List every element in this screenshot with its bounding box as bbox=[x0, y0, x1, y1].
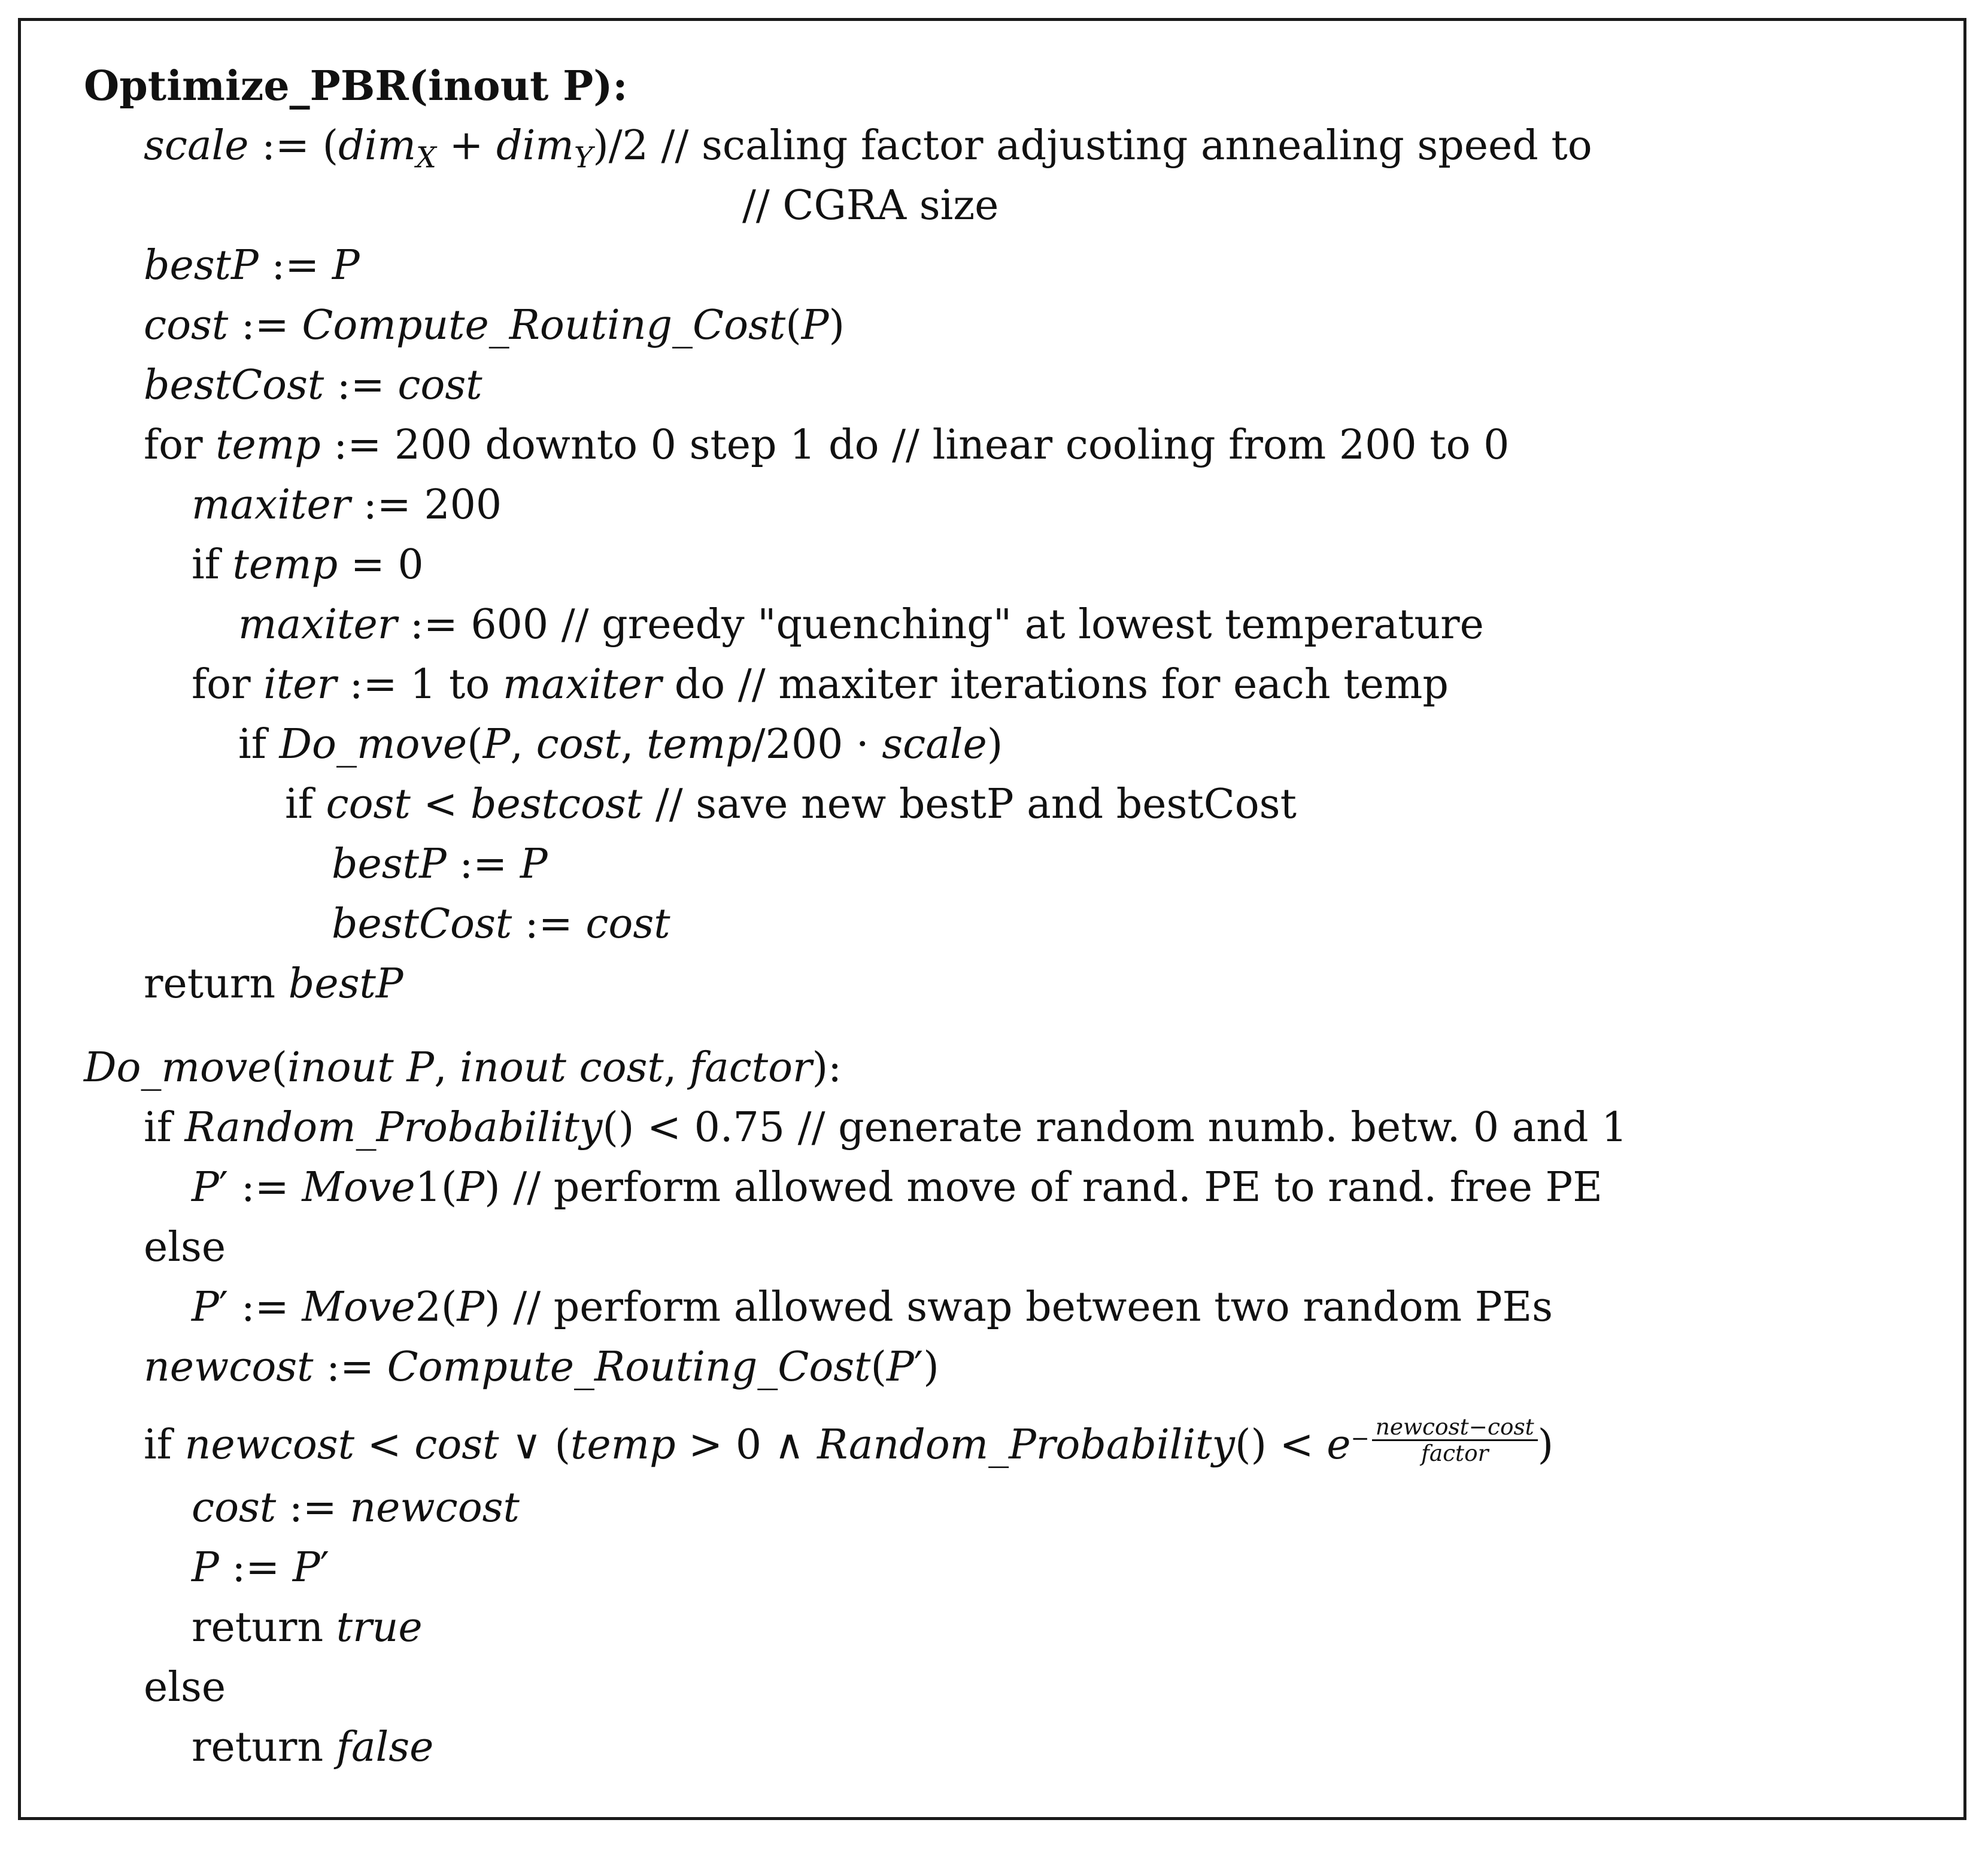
algo-token: ′ bbox=[913, 1343, 924, 1391]
algo-token: P bbox=[192, 1544, 219, 1591]
algo-token: P bbox=[332, 242, 360, 289]
fraction-denominator: factor bbox=[1421, 1440, 1489, 1467]
algo-token: Compute_Routing_Cost bbox=[387, 1343, 871, 1391]
algo-token: Compute_Routing_Cost bbox=[302, 302, 786, 349]
algo-token: do // maxiter iterations for each temp bbox=[661, 661, 1449, 708]
algo-token: bestP bbox=[288, 960, 403, 1008]
algo-line-l07 bbox=[144, 421, 1510, 469]
algo-token: P bbox=[520, 841, 548, 888]
algo-token: dim bbox=[496, 122, 574, 169]
algo-line-l15 bbox=[332, 900, 670, 948]
fraction-numerator: newcost−cost bbox=[1372, 1416, 1538, 1441]
algo-line-l10 bbox=[238, 601, 1484, 648]
algo-line-l13 bbox=[285, 781, 1297, 828]
algo-token: // save new bestP and bestCost bbox=[642, 781, 1297, 828]
algo-token: := 1 to bbox=[336, 661, 503, 708]
algo-token: )/2 // scaling factor adjusting annealing speed to bbox=[593, 122, 1592, 169]
algo-token: temp bbox=[570, 1421, 676, 1469]
algo-token: 2( bbox=[415, 1284, 457, 1331]
algo-token: Do_move bbox=[279, 721, 468, 768]
algo-token: if bbox=[144, 1421, 185, 1469]
algo-token: scale bbox=[144, 122, 249, 169]
algo-line-l25 bbox=[192, 1544, 330, 1591]
algo-token: maxiter bbox=[502, 661, 662, 708]
algo-token: iter bbox=[263, 661, 337, 708]
algo-token: ( bbox=[271, 1044, 288, 1091]
algo-token: := ( bbox=[248, 122, 339, 169]
algo-line-l21 bbox=[192, 1284, 1553, 1331]
algo-token: P bbox=[292, 1544, 320, 1591]
algo-token: ′ bbox=[320, 1544, 330, 1591]
algo-token: for bbox=[144, 421, 216, 469]
algo-token: = 0 bbox=[338, 541, 424, 589]
algo-token: ( bbox=[467, 721, 483, 768]
algo-token: () < bbox=[1234, 1421, 1327, 1469]
algo-line-l02 bbox=[144, 122, 1592, 175]
algo-token: e bbox=[1327, 1421, 1351, 1469]
algo-token: P bbox=[801, 302, 829, 349]
algo-token: > 0 ∧ bbox=[675, 1421, 818, 1469]
algo-token: ) bbox=[923, 1343, 939, 1391]
algo-token: < bbox=[410, 781, 471, 828]
algo-token: return bbox=[192, 1604, 336, 1651]
algo-token: inout P bbox=[287, 1044, 435, 1091]
algo-token: return bbox=[144, 960, 289, 1008]
algo-line-l11 bbox=[192, 661, 1449, 708]
algo-line-l05 bbox=[144, 302, 845, 349]
algo-line-l01 bbox=[84, 62, 628, 110]
algo-token: inout cost bbox=[460, 1044, 664, 1091]
algo-token: ( bbox=[870, 1343, 887, 1391]
algo-token: ): bbox=[812, 1044, 842, 1091]
algo-token: /200 · bbox=[751, 721, 882, 768]
algo-token: P bbox=[482, 721, 511, 768]
algo-line-l04 bbox=[144, 242, 360, 289]
algo-token: Move bbox=[302, 1164, 415, 1211]
algo-token: newcost bbox=[350, 1484, 520, 1531]
algo-token: ) bbox=[1537, 1421, 1554, 1469]
algo-token: // CGRA size bbox=[742, 182, 999, 229]
algo-token: := bbox=[258, 242, 332, 289]
algo-token: maxiter bbox=[238, 601, 397, 648]
algo-token: P bbox=[457, 1164, 485, 1211]
algo-token: Move bbox=[302, 1284, 415, 1331]
algo-token: temp bbox=[647, 721, 752, 768]
exponent-fraction bbox=[1370, 1416, 1538, 1465]
algo-line-l24 bbox=[192, 1484, 520, 1531]
algo-token: ′ bbox=[218, 1164, 229, 1211]
algo-token: bestP bbox=[332, 841, 447, 888]
algo-line-l20 bbox=[144, 1224, 226, 1271]
algo-token: 1( bbox=[415, 1164, 457, 1211]
algo-token: , bbox=[434, 1044, 460, 1091]
algo-line-l09 bbox=[192, 541, 424, 589]
algo-token: := bbox=[276, 1484, 350, 1531]
algo-token: dim bbox=[338, 122, 416, 169]
algo-token: ) bbox=[828, 302, 845, 349]
algo-token: , bbox=[620, 721, 647, 768]
algo-token: Random_Probability bbox=[184, 1104, 603, 1151]
algo-token: newcost bbox=[184, 1421, 355, 1469]
algo-token: ′ bbox=[218, 1284, 229, 1331]
algo-token: P bbox=[887, 1343, 914, 1391]
algo-token: cost bbox=[326, 781, 411, 828]
algo-token: cost bbox=[192, 1484, 277, 1531]
algo-token: + bbox=[436, 122, 497, 169]
algo-token: else bbox=[144, 1664, 226, 1711]
algo-token: bestCost bbox=[144, 362, 324, 409]
algo-token: P bbox=[192, 1284, 219, 1331]
algo-token: P bbox=[192, 1164, 219, 1211]
algo-token: else bbox=[144, 1224, 226, 1271]
algo-token: cost bbox=[397, 362, 482, 409]
algo-line-l23 bbox=[144, 1414, 1554, 1469]
procedure-header: Optimize_PBR(inout P): bbox=[84, 62, 628, 110]
algo-token: := bbox=[218, 1544, 293, 1591]
algo-line-l22 bbox=[144, 1343, 939, 1391]
algo-line-l12 bbox=[238, 721, 1003, 768]
algo-token: := bbox=[228, 1284, 302, 1331]
algo-token: for bbox=[192, 661, 264, 708]
algo-token: Random_Probability bbox=[817, 1421, 1235, 1469]
algo-token: cost bbox=[585, 900, 670, 948]
algorithm-box bbox=[18, 18, 1966, 1820]
algo-token: if bbox=[238, 721, 280, 768]
fraction bbox=[1372, 1416, 1538, 1465]
algo-token: ∨ ( bbox=[499, 1421, 571, 1469]
algo-line-l27 bbox=[144, 1664, 226, 1711]
algo-token: := bbox=[324, 362, 398, 409]
algo-token: := bbox=[512, 900, 586, 948]
algo-token: bestP bbox=[144, 242, 259, 289]
algo-token: X bbox=[415, 141, 436, 175]
algo-line-l08 bbox=[192, 481, 502, 529]
algo-token: , bbox=[510, 721, 536, 768]
algo-line-l06 bbox=[144, 362, 482, 409]
algo-token: , bbox=[663, 1044, 690, 1091]
algo-line-l17 bbox=[84, 1044, 842, 1091]
algo-token: true bbox=[336, 1604, 423, 1651]
algo-token: return bbox=[192, 1724, 336, 1771]
algo-line-l16 bbox=[144, 960, 403, 1008]
algo-token: newcost bbox=[144, 1343, 314, 1391]
algo-token: < bbox=[354, 1421, 415, 1469]
algo-token: if bbox=[285, 781, 326, 828]
algo-token: if bbox=[144, 1104, 185, 1151]
algo-token: − bbox=[1350, 1425, 1370, 1452]
algo-token: maxiter bbox=[192, 481, 351, 529]
algo-token: := bbox=[228, 302, 302, 349]
algo-token: scale bbox=[882, 721, 987, 768]
algo-token: := 200 downto 0 step 1 do // linear cooling from 200 to 0 bbox=[320, 421, 1510, 469]
algo-token: := 200 bbox=[350, 481, 502, 529]
algo-token: := bbox=[446, 841, 520, 888]
algo-token: := bbox=[228, 1164, 302, 1211]
algo-token: ) // perform allowed move of rand. PE to rand. free PE bbox=[484, 1164, 1602, 1211]
algo-line-l03 bbox=[144, 182, 999, 229]
algo-token: cost bbox=[414, 1421, 499, 1469]
algo-token: Y bbox=[573, 141, 593, 175]
algo-line-l28 bbox=[192, 1724, 434, 1771]
algo-token: := 600 // greedy "quenching" at lowest temperature bbox=[397, 601, 1484, 648]
algo-token: false bbox=[336, 1724, 434, 1771]
algo-token: temp bbox=[232, 541, 338, 589]
algo-token: bestCost bbox=[332, 900, 512, 948]
algo-line-l19 bbox=[192, 1164, 1602, 1211]
algo-token: := bbox=[313, 1343, 387, 1391]
algo-token: Do_move bbox=[84, 1044, 272, 1091]
algo-token: factor bbox=[690, 1044, 812, 1091]
algo-token: ) bbox=[987, 721, 1003, 768]
algo-token: ( bbox=[785, 302, 802, 349]
algo-line-l14 bbox=[332, 841, 548, 888]
algo-token: cost bbox=[536, 721, 621, 768]
algo-token: () < 0.75 // generate random numb. betw. 0 and 1 bbox=[602, 1104, 1628, 1151]
algo-token: if bbox=[192, 541, 233, 589]
algo-line-l18 bbox=[144, 1104, 1628, 1151]
algo-token: bestcost bbox=[471, 781, 643, 828]
algo-token: temp bbox=[216, 421, 321, 469]
algo-line-l26 bbox=[192, 1604, 423, 1651]
algo-token: P bbox=[457, 1284, 485, 1331]
algo-token: ) // perform allowed swap between two random PEs bbox=[484, 1284, 1553, 1331]
algo-token: cost bbox=[144, 302, 229, 349]
